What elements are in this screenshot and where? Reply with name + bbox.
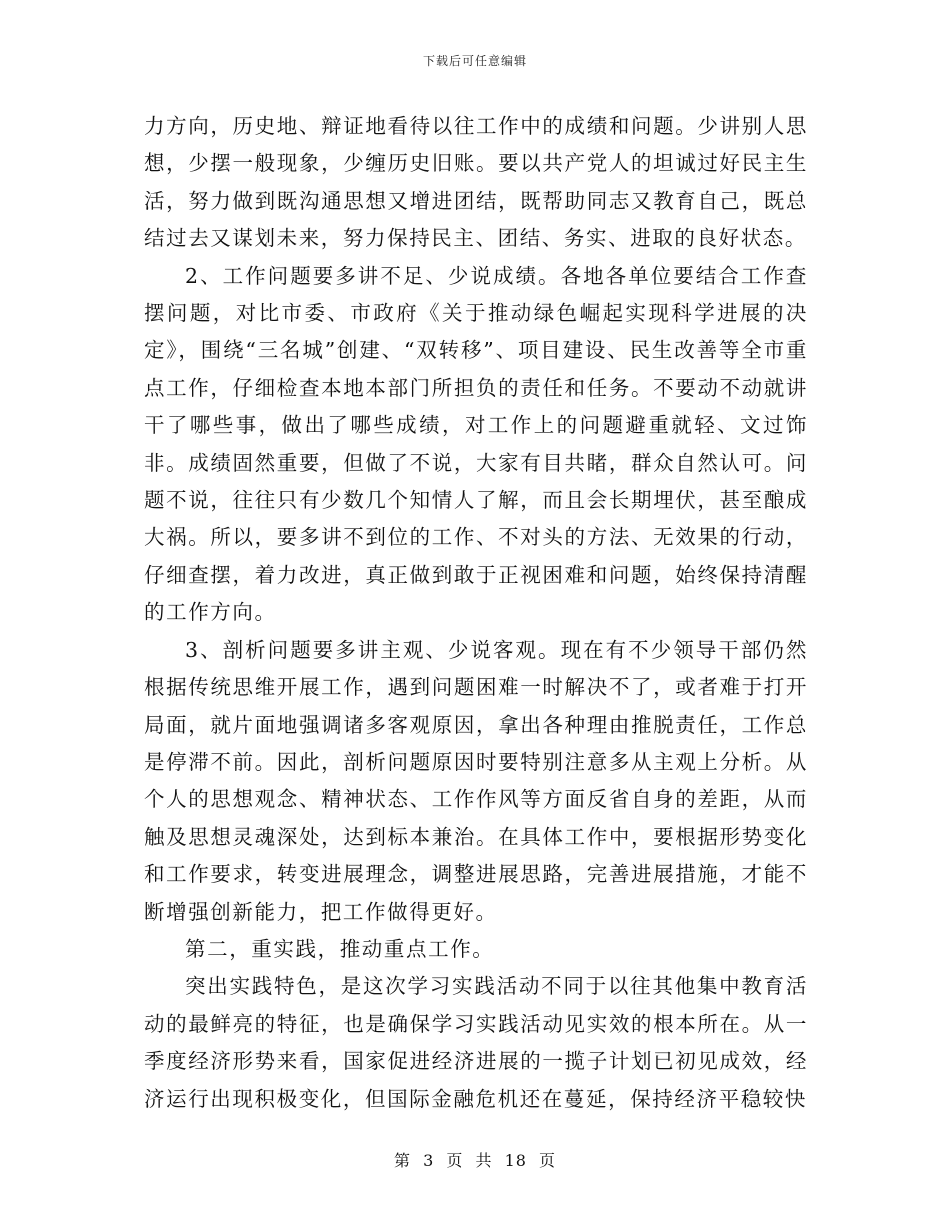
page-number-footer: [0, 1148, 950, 1171]
footer-page-total: 18: [504, 1151, 527, 1170]
footer-page-current: 3: [423, 1151, 435, 1170]
document-body: [144, 108, 808, 1118]
paragraph-2: 2、工作问题要多讲不足、少说成绩。各地各单位要结合工作查摆问题，对比市委、市政府《关于推动绿色崛起实现科学进展的决定》，围绕“三名城”创建、“双转移”、项目建设、民生改善等全市重点工作，仔细检查本地本部门所担负的责任和任务。不要动不动就讲干了哪些事，做出了哪些成绩，对工作上的问题避重就轻、文过饰非。成绩固然重要，但做了不说，大家有目共睹，群众自然认可。问题不说，往往只有少数几个知情人了解，而且会长期埋伏，甚至酿成大祸。所以，要多讲不到位的工作、不对头的方法、无效果的行动，仔细查摆，着力改进，真正做到敢于正视困难和问题，始终保持清醒的工作方向。: [144, 263, 808, 625]
paragraph-3: 3、剖析问题要多讲主观、少说客观。现在有不少领导干部仍然根据传统思维开展工作，遇到问题困难一时解决不了，或者难于打开局面，就片面地强调诸多客观原因，拿出各种理由推脱责任，工作总是停滞不前。因此，剖析问题原因时要特别注意多从主观上分析。从个人的思想观念、精神状态、工作作风等方面反省自身的差距，从而触及思想灵魂深处，达到标本兼治。在具体工作中，要根据形势变化和工作要求，转变进展理念，调整进展思路，完善进展措施，才能不断增强创新能力，把工作做得更好。: [144, 637, 808, 924]
page-header-note: 下载后可任意编辑: [422, 54, 527, 68]
footer-label-page: 第: [393, 1151, 411, 1170]
footer-label-page-unit: 页: [446, 1151, 464, 1170]
footer-label-total-unit: 页: [539, 1151, 557, 1170]
paragraph-5: 突出实践特色，是这次学习实践活动不同于以往其他集中教育活动的最鲜亮的特征，也是确保学习实践活动见实效的根本所在。从一季度经济形势来看，国家促进经济进展的一揽子计划已初见成效，经济运行出现积极变化，但国际金融危机还在蔓延，保持经济平稳较快: [144, 974, 808, 1111]
section-heading: 第二，重实践，推动重点工作。: [185, 936, 495, 961]
paragraph-1: 力方向，历史地、辩证地看待以往工作中的成绩和问题。少讲别人思想，少摆一般现象，少缠历史旧账。要以共产党人的坦诚过好民主生活，努力做到既沟通思想又增进团结，既帮助同志又教育自己，既总结过去又谋划未来，努力保持民主、团结、务实、进取的良好状态。: [144, 114, 808, 251]
footer-label-total: 共: [475, 1151, 493, 1170]
